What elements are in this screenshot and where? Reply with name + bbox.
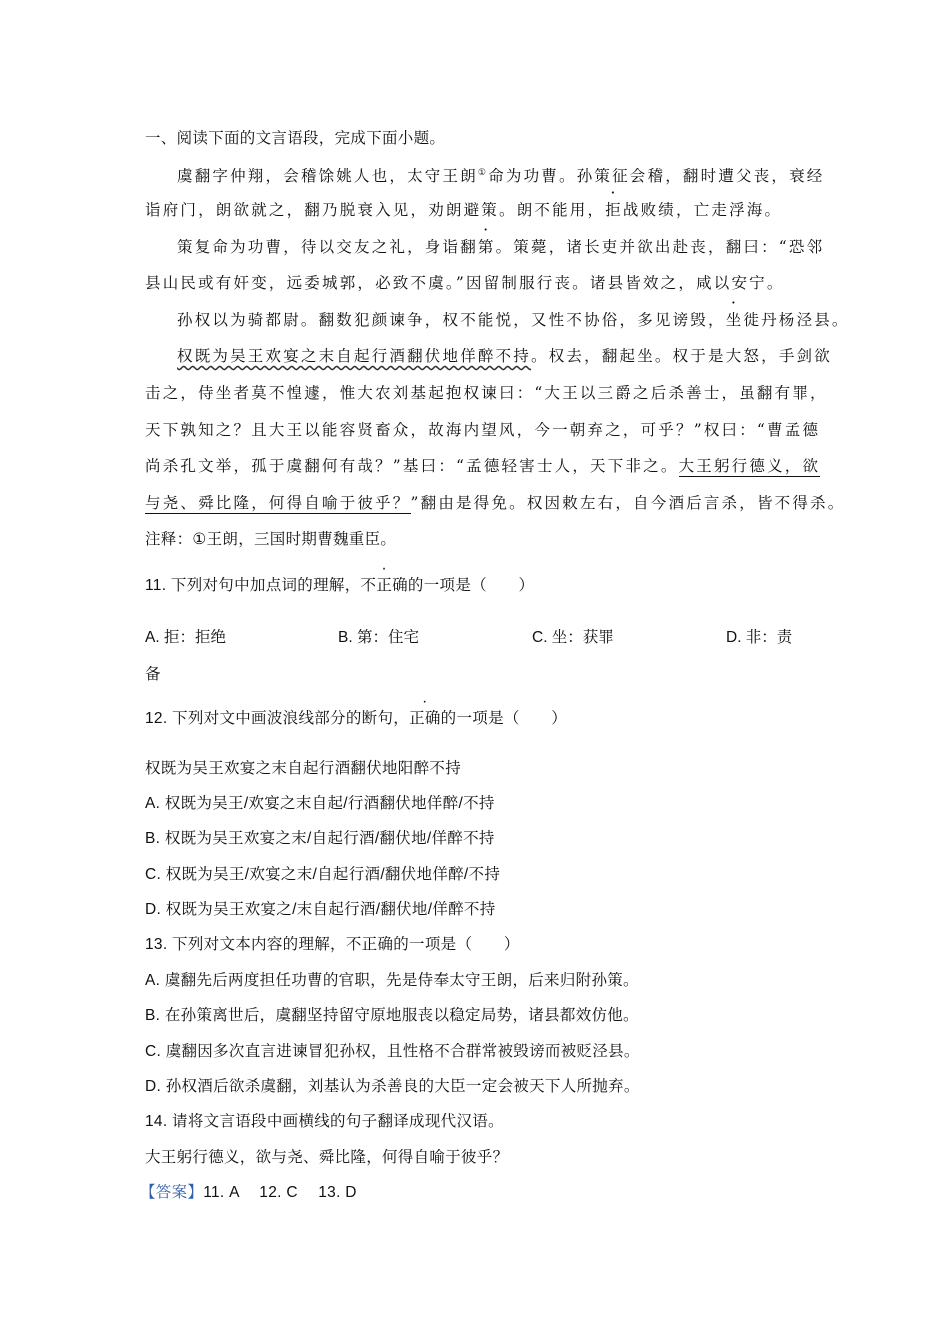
dotted-emphasis: 正确: [409, 710, 441, 727]
question-14-sentence: 大王躬行德义，欲与尧、舜比隆，何得自喻于彼乎？: [145, 1149, 509, 1166]
passage-line: 诣府门，朗欲就之，翻乃脱衰入见，劝朗避策。朗不能用，拒战败绩，亡走浮海。: [145, 201, 783, 219]
q13-option-a: A. 虞翻先后两度担任功曹的官职，先是侍奉太守王朗，后来归附孙策。: [145, 972, 639, 989]
q11-option-d-wrap: 备: [145, 666, 161, 683]
question-13-stem: 13. 下列对文本内容的理解，不正确的一项是（ ）: [145, 936, 520, 953]
question-11-stem: 11. 下列对句中加点词的理解，不正确的一项是（ ）: [145, 575, 534, 597]
underlined-sentence: 大王躬行德义，欲: [678, 457, 821, 475]
section-title: 一、阅读下面的文言语段，完成下面小题。: [145, 130, 446, 147]
q12-option-b: B. 权既为吴王欢宴之末/自起行酒/翻伏地/佯醉不持: [145, 830, 495, 847]
dotted-word: 第: [477, 238, 496, 256]
question-12-sentence: 权既为吴王欢宴之末自起行酒翻伏地阳醉不持: [145, 760, 462, 777]
passage-line: 尚杀孔文举，孤于虞翻何有哉？”基曰：“孟德轻害士人，天下非之。大王躬行德义，欲: [145, 457, 821, 475]
answer-tag: 【答案】: [140, 1184, 204, 1201]
q12-option-d: D. 权既为吴王欢宴之/末自起行酒/翻伏地/佯醉不持: [145, 901, 496, 918]
q13-option-d: D. 孙权酒后欲杀虞翻，刘基认为杀善良的大臣一定会被天下人所抛弃。: [145, 1078, 640, 1095]
question-12-stem: 12. 下列对文中画波浪线部分的断句，正确的一项是（ ）: [145, 708, 567, 730]
passage-line: 与尧、舜比隆，何得自喻于彼乎？”翻由是得免。权因敕左右，自今酒后言杀，皆不得杀。: [145, 494, 846, 512]
q11-option-d: D. 非：责: [726, 629, 793, 646]
passage-line: 孙权以为骑都尉。翻数犯颜谏争，权不能悦，又性不协俗，多见谤毁，坐徙丹杨泾县。: [177, 311, 850, 329]
dotted-word: 坐: [725, 311, 744, 329]
answer-line: [140, 1182, 357, 1204]
q11-option-c: C. 坐：获罪: [532, 629, 614, 646]
passage-line: 虞翻字仲翔，会稽馀姚人也，太守王朗①命为功曹。孙策征会稽，翻时遭父丧，衰经: [177, 167, 825, 185]
q13-option-b: B. 在孙策离世后，虞翻坚持留守原地服丧以稳定局势，诸县都效仿他。: [145, 1007, 639, 1024]
passage-line: 权既为吴王欢宴之末自起行酒翻伏地佯醉不持。权去，翻起坐。权于是大怒，手剑欲: [177, 347, 832, 365]
wavy-underlined-sentence: 权既为吴王欢宴之末自起行酒翻伏地佯醉不持: [177, 347, 532, 365]
dotted-emphasis: 不正确: [360, 577, 408, 594]
footnote-mark: ①: [477, 168, 489, 178]
passage-line: 击之，侍坐者莫不惶遽，惟大农刘基起抱权谏曰：“大王以三爵之后杀善士，虽翻有罪，: [145, 384, 828, 402]
q11-option-a: A. 拒：拒绝: [145, 629, 226, 646]
passage-line: 县山民或有奸变，远委城郭，必致不虞。”因留制服行丧。诸县皆效之，咸以安宁。: [145, 274, 785, 292]
passage-line: 策复命为功曹，待以交友之礼，身诣翻第。策薨，诸长吏并欲出赴丧，翻曰：“恐邻: [177, 238, 825, 256]
question-14-stem: 14. 请将文言语段中画横线的句子翻译成现代汉语。: [145, 1113, 504, 1130]
passage-line: 天下孰知之？且大王以能容贤畜众，故海内望风，今一朝弃之，可乎？”权曰：“曹孟德: [145, 421, 821, 439]
dotted-word: 拒: [605, 201, 623, 219]
q11-option-b: B. 第：住宅: [338, 629, 419, 646]
q12-option-a: A. 权既为吴王/欢宴之末自起/行酒翻伏地佯醉/不持: [145, 795, 495, 812]
underlined-sentence: 与尧、舜比隆，何得自喻于彼乎？: [145, 494, 411, 512]
q13-option-c: C. 虞翻因多次直言进谏冒犯孙权，且性格不合群常被毁谤而被贬泾县。: [145, 1043, 640, 1060]
footnote: 注释：①王朗，三国时期曹魏重臣。: [145, 531, 397, 548]
q12-option-c: C. 权既为吴王/欢宴之末/自起行酒/翻伏地佯醉/不持: [145, 866, 501, 883]
answer-text: 11. A 12. C 13. D: [203, 1184, 357, 1201]
